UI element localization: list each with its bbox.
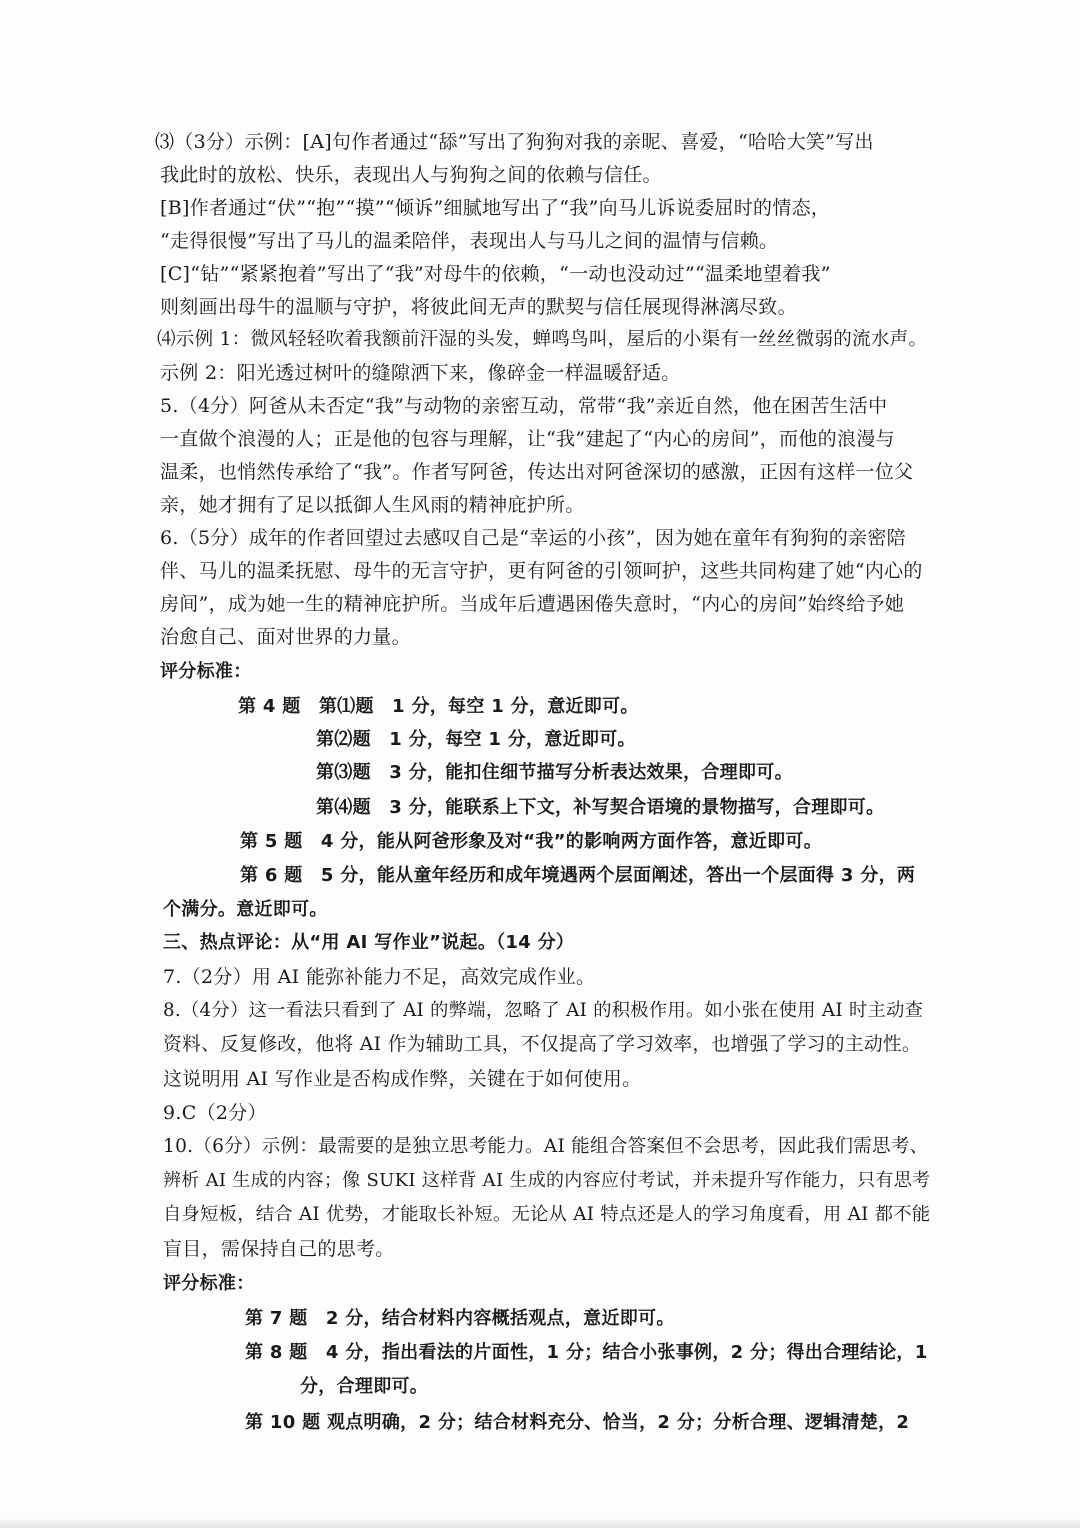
- answer-q6-line-3: 房间”，成为她一生的精神庇护所。当成年后遭遇困倦失意时，“内心的房间”始终给予她: [160, 593, 905, 615]
- answer-q8-line-2: 资料、反复修改，他将 AI 作为辅助工具，不仅提高了学习效率，也增强了学习的主动性。: [163, 1034, 921, 1055]
- answer-q4-3-line-2: 我此时的放松、快乐，表现出人与狗狗之间的依赖与信任。: [160, 164, 662, 186]
- section-3-title: 三、热点评论：从“用 AI 写作业”说起。（14 分）: [163, 932, 575, 953]
- answer-q10-line-2: 辨析 AI 生成的内容；像 SUKI 这样背 AI 生成的内容应付考试，并未提升写作能力，只有思考: [163, 1170, 931, 1191]
- answer-q4-3-line-4: “走得很慢”写出了马儿的温柔陪伴，表现出人与马儿之间的温情与信赖。: [160, 230, 779, 252]
- rubric-q10: 第 10 题 观点明确，2 分；结合材料充分、恰当，2 分；分析合理、逻辑清楚，2: [245, 1412, 910, 1433]
- answer-q10-line-3: 自身短板，结合 AI 优势，才能取长补短。无论从 AI 特点还是人的学习角度看，用 AI 都不能: [163, 1204, 931, 1225]
- answer-q4-3-line-5: [C]“钻”“紧紧抱着”写出了“我”对母牛的依赖，“一动也没动过”“温柔地望着我”: [160, 263, 831, 285]
- page-bottom-edge: [0, 1518, 1080, 1528]
- rubric-q7: 第 7 题 2 分，结合材料内容概括观点，意近即可。: [245, 1308, 675, 1329]
- answer-q6-line-1: 6.（5分）成年的作者回望过去感叹自己是“幸运的小孩”，因为她在童年有狗狗的亲密陪: [160, 527, 906, 549]
- answer-q7: 7.（2分）用 AI 能弥补能力不足，高效完成作业。: [163, 966, 596, 988]
- answer-q6-line-4: 治愈自己、面对世界的力量。: [160, 626, 411, 648]
- rubric-q8-line-2: 分，合理即可。: [300, 1376, 429, 1397]
- rubric-heading-1: 评分标准：: [160, 661, 252, 682]
- rubric-q5: 第 5 题 4 分，能从阿爸形象及对“我”的影响两方面作答，意近即可。: [240, 831, 823, 852]
- rubric-q8-line-1: 第 8 题 4 分，指出看法的片面性，1 分；结合小张事例，2 分；得出合理结论，1: [245, 1342, 928, 1363]
- answer-q4-4-line-1: ⑷示例 1：微风轻轻吹着我额前汗湿的头发，蝉鸣鸟叫，屋后的小渠有一丝丝微弱的流水声。: [157, 329, 928, 350]
- answer-q6-line-2: 伴、马儿的温柔抚慰、母牛的无言守护，更有阿爸的引领呵护，这些共同构建了她“内心的: [160, 560, 923, 582]
- rubric-q6-line-2: 个满分。意近即可。: [163, 899, 328, 920]
- answer-q5-line-3: 温柔，也悄然传承给了“我”。作者写阿爸，传达出对阿爸深切的感激，正因有这样一位父: [160, 461, 914, 483]
- rubric-heading-2: 评分标准：: [163, 1273, 255, 1294]
- answer-q4-3-line-1: ⑶（3分）示例：[A]句作者通过“舔”写出了狗狗对我的亲昵、喜爱，“哈哈大笑”写出: [155, 131, 874, 153]
- answer-q4-4-line-2: 示例 2：阳光透过树叶的缝隙洒下来，像碎金一样温暖舒适。: [160, 362, 681, 384]
- answer-q4-3-line-6: 则刻画出母牛的温顺与守护，将彼此间无声的默契与信任展现得淋漓尽致。: [160, 296, 797, 318]
- answer-q4-3-line-3: [B]作者通过“伏”“抱”“摸”“倾诉”细腻地写出了“我”向马儿诉说委屈时的情态，: [160, 197, 831, 219]
- rubric-q4-part-3: 第⑶题 3 分，能扣住细节描写分析表达效果，合理即可。: [316, 762, 793, 783]
- rubric-q4-part-4: 第⑷题 3 分，能联系上下文，补写契合语境的景物描写，合理即可。: [316, 797, 885, 818]
- rubric-q4-part-2: 第⑵题 1 分，每空 1 分，意近即可。: [316, 729, 636, 750]
- rubric-q6-line-1: 第 6 题 5 分，能从童年经历和成年境遇两个层面阐述，答出一个层面得 3 分，两: [240, 865, 916, 886]
- answer-q8-line-1: 8.（4分）这一看法只看到了 AI 的弊端，忽略了 AI 的积极作用。如小张在使用 AI 时主动查: [163, 1000, 924, 1021]
- rubric-q4-part-1: 第 4 题 第⑴题 1 分，每空 1 分，意近即可。: [238, 696, 639, 717]
- answer-q5-line-4: 亲，她才拥有了足以抵御人生风雨的精神庇护所。: [160, 494, 585, 516]
- answer-q5-line-1: 5.（4分）阿爸从未否定“我”与动物的亲密互动，常带“我”亲近自然，他在困苦生活中: [160, 395, 888, 417]
- answer-q10-line-4: 盲目，需保持自己的思考。: [163, 1238, 395, 1260]
- answer-q9: 9.C（2分）: [163, 1102, 267, 1124]
- answer-q5-line-2: 一直做个浪漫的人；正是他的包容与理解，让“我”建起了“内心的房间”，而他的浪漫与: [160, 428, 895, 450]
- answer-q10-line-1: 10.（6分）示例：最需要的是独立思考能力。AI 能组合答案但不会思考，因此我们需思考、: [163, 1136, 929, 1157]
- answer-q8-line-3: 这说明用 AI 写作业是否构成作弊，关键在于如何使用。: [163, 1068, 642, 1090]
